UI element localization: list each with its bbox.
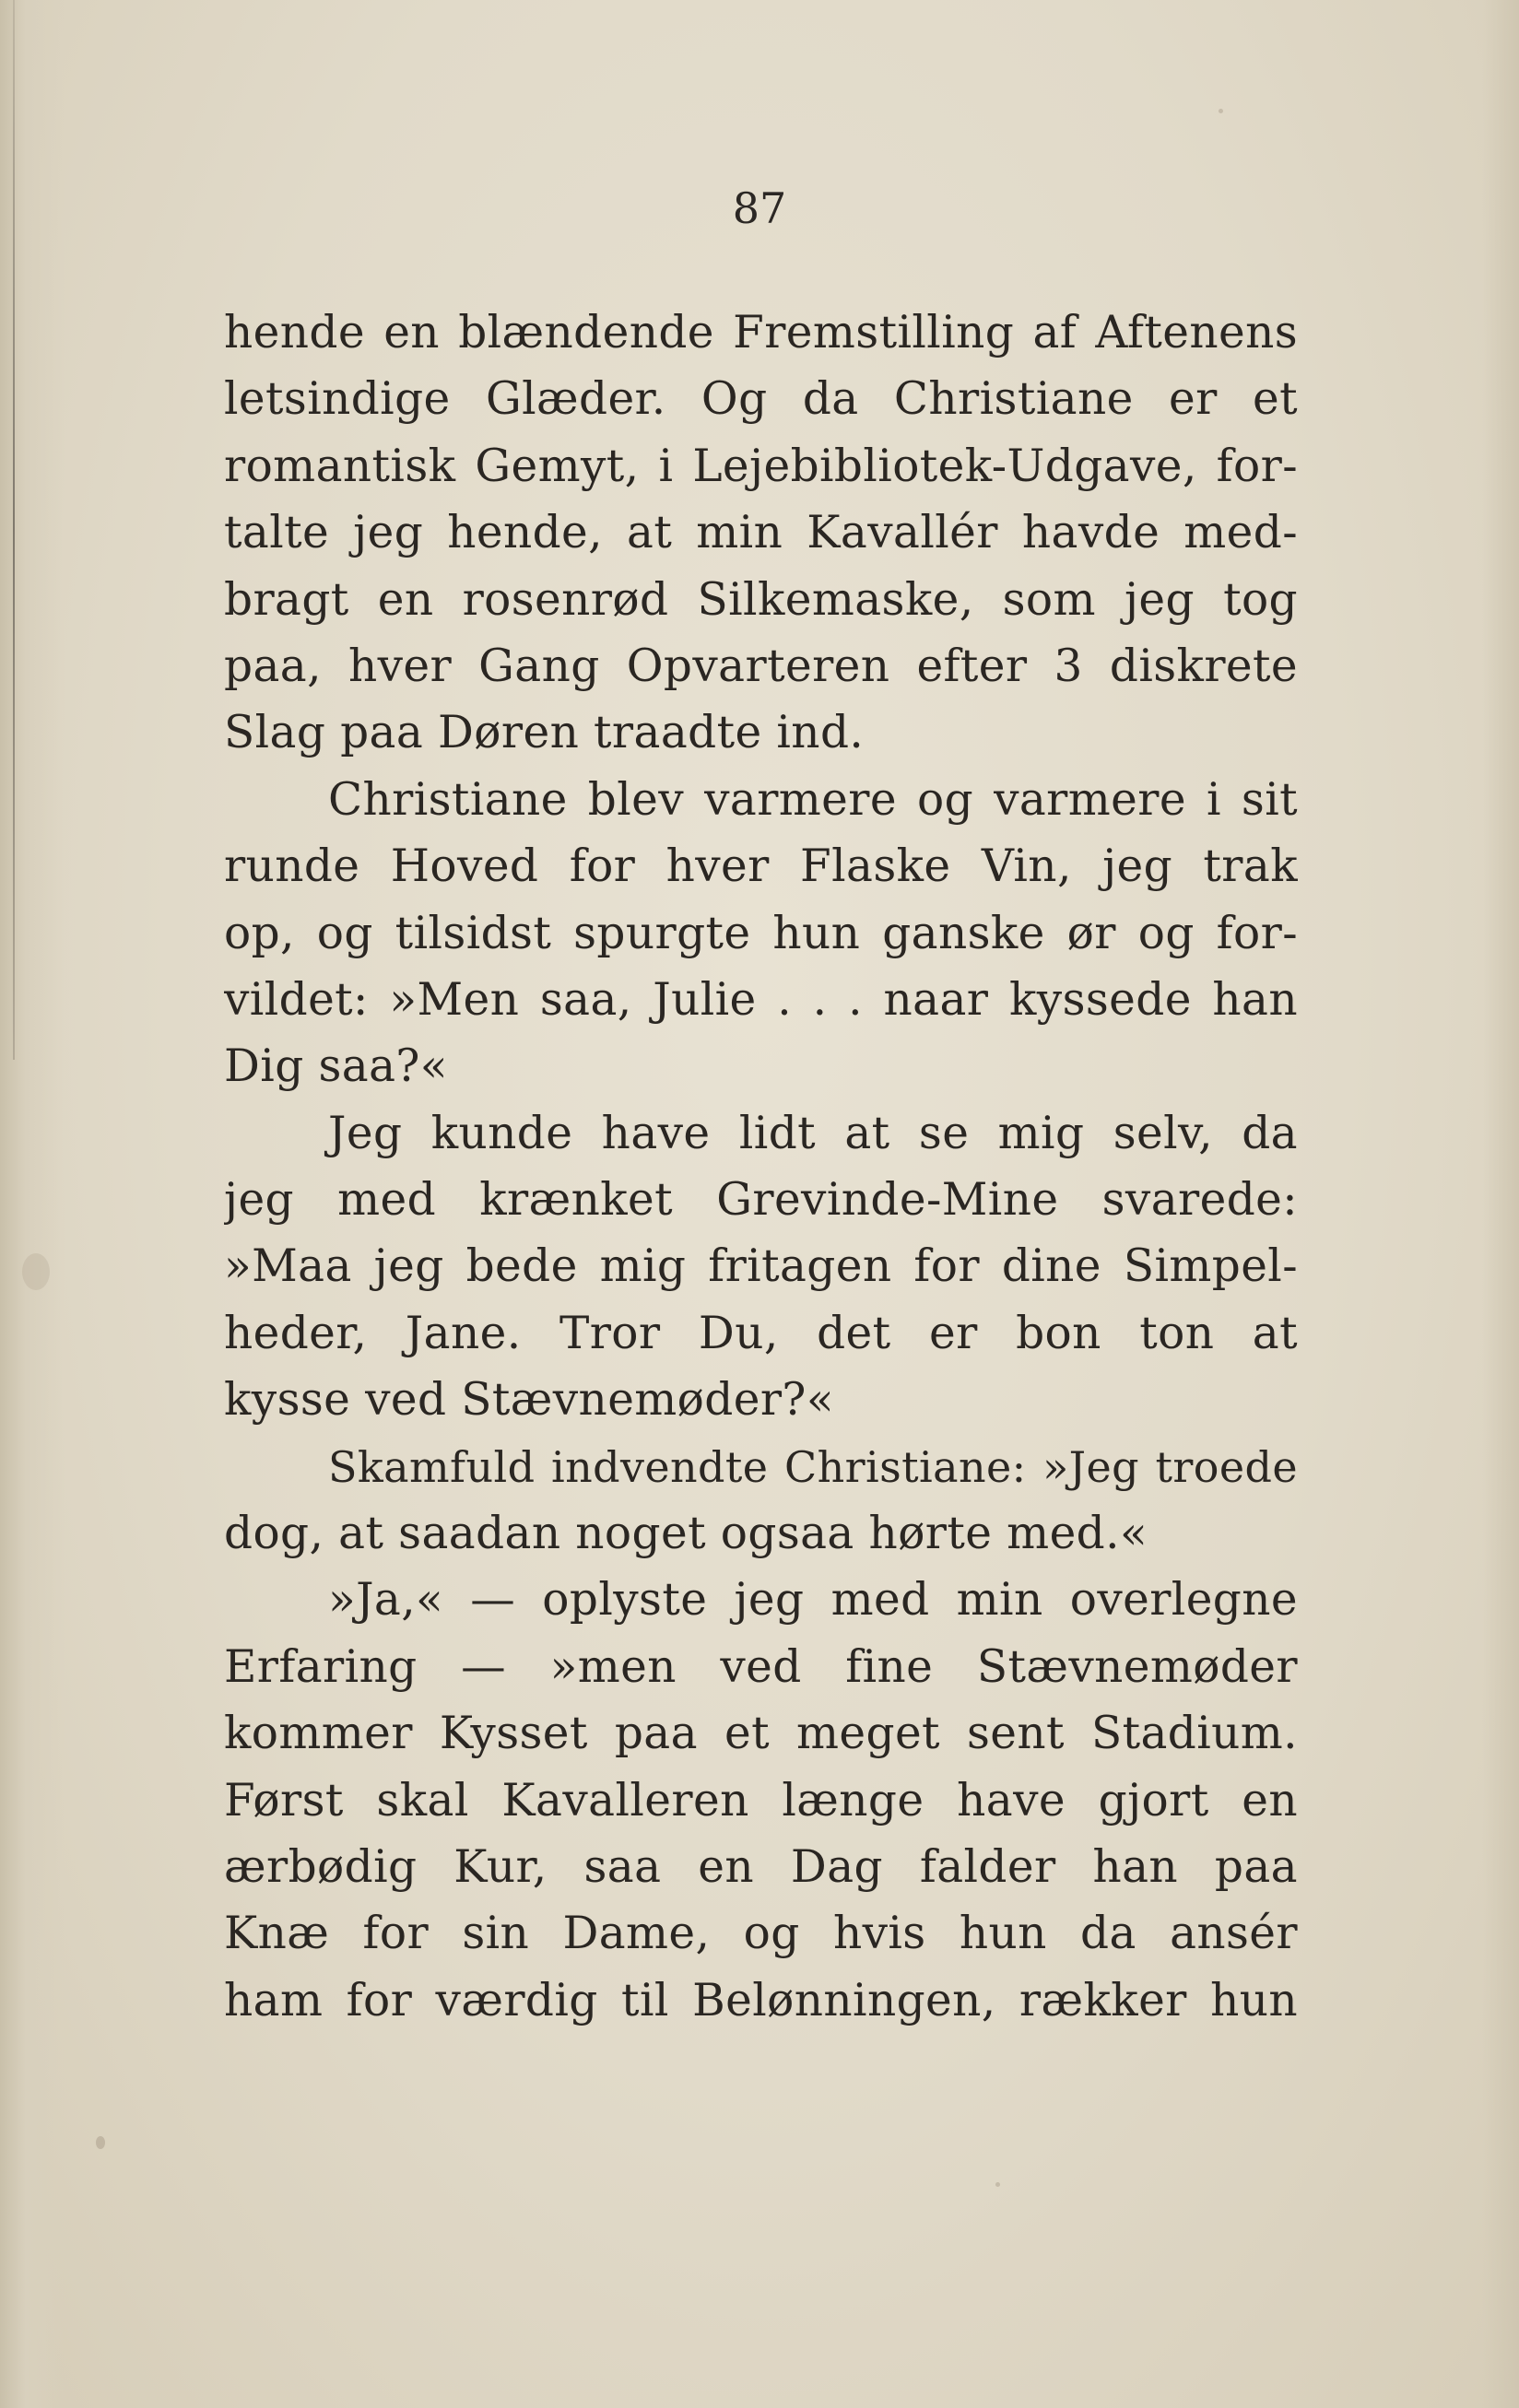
text-line: jeg med krænket Grevinde-Mine svarede: bbox=[224, 1174, 1298, 1227]
body-text bbox=[224, 300, 1298, 2034]
paper-stain bbox=[22, 1253, 50, 1290]
page-right-edge bbox=[1482, 0, 1519, 2408]
text-line: dog, at saadan noget ogsaa hørte med.« bbox=[224, 1508, 1148, 1560]
text-line: Erfaring — »men ved fine Stævnemøder bbox=[224, 1640, 1298, 1693]
text-line: runde Hoved for hver Flaske Vin, jeg trak bbox=[224, 840, 1298, 893]
text-line: letsindige Glæder. Og da Christiane er et bbox=[224, 373, 1298, 426]
page-number: 87 bbox=[732, 183, 787, 233]
text-line: hende en blændende Fremstilling af Aftenens bbox=[224, 307, 1298, 358]
paper-speck bbox=[1219, 109, 1223, 113]
binding-line bbox=[13, 0, 15, 1060]
text-line: »Maa jeg bede mig fritagen for dine Simpel- bbox=[224, 1240, 1298, 1293]
paper-speck bbox=[995, 2182, 1000, 2187]
text-line: ham for værdig til Belønningen, rækker hun bbox=[224, 1974, 1298, 2026]
text-line: Skamfuld indvendte Christiane: »Jeg troede bbox=[328, 1441, 1298, 1492]
text-line: paa, hver Gang Opvarteren efter 3 diskrete bbox=[224, 640, 1298, 692]
text-line: Christiane blev varmere og varmere i sit bbox=[328, 773, 1298, 826]
text-line: kommer Kysset paa et meget sent Stadium. bbox=[224, 1708, 1298, 1760]
text-line: Først skal Kavalleren længe have gjort en bbox=[224, 1774, 1298, 1827]
text-line: vildet: »Men saa, Julie . . . naar kyssede han bbox=[224, 973, 1298, 1026]
text-line: Slag paa Døren traadte ind. bbox=[224, 707, 865, 759]
text-line: Dig saa?« bbox=[224, 1040, 448, 1093]
text-line: ærbødig Kur, saa en Dag falder han paa bbox=[224, 1840, 1298, 1893]
text-line: heder, Jane. Tror Du, det er bon ton at bbox=[224, 1307, 1298, 1359]
text-line: Jeg kunde have lidt at se mig selv, da bbox=[328, 1107, 1298, 1159]
text-line: romantisk Gemyt, i Lejebibliotek-Udgave, for- bbox=[224, 440, 1298, 492]
text-line: op, og tilsidst spurgte hun ganske ør og for- bbox=[224, 907, 1298, 959]
text-line: »Ja,« — oplyste jeg med min overlegne bbox=[328, 1574, 1298, 1627]
text-line: Knæ for sin Dame, og hvis hun da ansér bbox=[224, 1908, 1298, 1960]
text-line: kysse ved Stævnemøder?« bbox=[224, 1374, 834, 1427]
page-left-edge bbox=[0, 0, 65, 2408]
paper-speck bbox=[96, 2136, 105, 2149]
text-line: bragt en rosenrød Silkemaske, som jeg tog bbox=[224, 573, 1298, 626]
text-line: talte jeg hende, at min Kavallér havde med- bbox=[224, 507, 1298, 559]
